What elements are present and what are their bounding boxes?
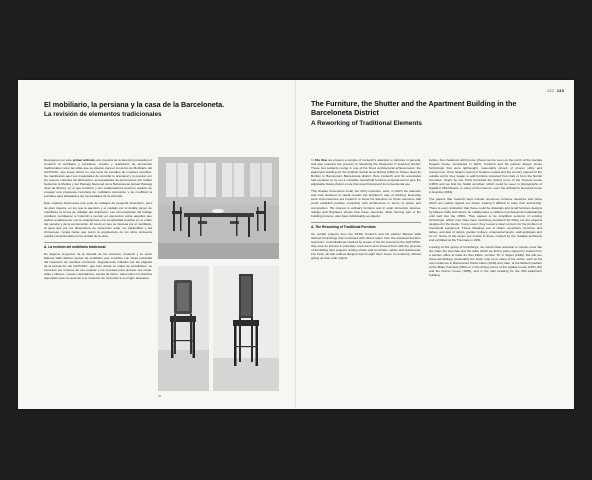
left-page-title: El mobiliario, la persiana y la casa de la Barceloneta. [44, 100, 225, 109]
chair-photo [158, 266, 209, 391]
left-page-subtitle: La revisión de elementos tradicionales [44, 111, 162, 118]
left-intro-paragraph [44, 158, 152, 198]
right-paragraph-2: This chapter documents small, but richly inventive, work, in which the attention and care lavished on detail reveals the architect's way of working. Everyday work circumstances led Coderch to focus his attention on those elements that could establish positive complicity with architecture in terms of space and composition. His interest in ordinary furniture and in solar protection devices, railings and fireplaces shows how these elements, while forming part of the building process, also have individuality as objects. [311, 189, 421, 218]
figure-marker: 52 [158, 394, 162, 398]
right-intro-lead: In [311, 158, 314, 162]
left-intro-lead: Recogemos en este [44, 158, 72, 162]
left-text-column [44, 158, 152, 403]
left-intro-bold: primer artículo [72, 158, 95, 162]
right-paragraph-3: On certain projects from the 1940s Coderch and his partner Manuel Valls defined furnishings that combined with others taken from the standard furniture repertoire. In all likelihood inspired by issues of the AC journal by the GATCPAC, they took an interest in popularly used items and rescued them with the purpose of furnishing their projects: folding chairs and armchairs, tables and sideboards, iron beds, all with refined designs that brought them closer to modernity without giving up their craft origins. [311, 231, 421, 260]
interior-dining-photo [158, 157, 279, 259]
page-gutter [295, 80, 296, 409]
left-section-heading: A. La revisión del mobiliario tradicional [44, 242, 152, 249]
right-intro-text: we present a sample of Coderch's attention to furniture in general, and also examine the process of reworking the Mogrevan in louvered shutter. These two subjects merge in one of his finest architectural achievements: the apartment building for the Instituto Social de la Marina (ISM) on Paseo Juan de Borbón in Barcelona's Barceloneta district. Here Coderch and his associates had occasion to try out a complete household furniture proposal and to give the adjustable blade shutter a role that would transcend its conventional use. [311, 158, 421, 187]
left-page-number: 132 [546, 88, 555, 93]
right-intro-paragraph [311, 158, 421, 186]
right-page-number: 133 [556, 88, 564, 93]
right-col2-paragraph-1: incline, then balanced with bronze (these can be seen on the porch of the Garriga Nogués house, completed in 1947). Coderch and his partner always chose furnishings that were lightweight, reasonably priced, of proven utility and anonymous. Once Spain's period of isolation ended and the country opened to the outside world, they began to add furniture imported from Italy or from the Nordic countries: chairs by Gio Ponti furnished the dining room of the Torrens house (1953) and we find the Safari armchair, which could be seen in photographs of Ugalde's Villa Manolo, in many of his interiors, even the architect's ancestral home in Espolla (1964). [429, 158, 542, 195]
right-col2-paragraph-2: The papers that Coderch kept include numerous furniture sketches and plans which are neither signed nor dated, making it difficult to trace their authorship. There is every indication that these could be drawings and small furniture designs by Manuel Valls with whom he collaborated on different professional undertakings until well into the 1950s. They appear to be simplified versions of existing furnishings, which may have been workshop produced for fitting out the projects designed in the studio. In any event, they reveal a clear concern for the problem of household equipment. These drawings are of chairs, armchairs, benches and tables, and also of lamps, garden trolleys, ornamental lamps, wall appliqués and so on. Some of the lamps are similar to those created by the Catalan architects and exhibited at the Triennale in 1951. [429, 197, 542, 242]
right-text-column-2 [429, 158, 542, 403]
book-spread [18, 80, 574, 409]
right-text-column-1 [311, 158, 421, 403]
left-intro-text: una muestra de la atención prestada por Coderch al mobiliario y persianas, estudio y realización de elementos tradicionales como las sillas que se idearon para el concurso de Mobiliario del GATCPAC, que luego derivó en una serie de estudios de muebles sencillos. Se manifiestan aquí sus inquietudes de conciliar lo artesanal y lo popular con los nuevos métodos de fabricación, acompañadas de documentos del Institut Social de la Marina y del Passeig Nacional de la Barceloneta (actual Passeig Joan de Borbó), en el que Coderch y sus colaboradores tuvieron ocasión de ensayar una propuesta completa de mobiliario doméstico y de modificar la persiana para adaptarla a las necesidades de la vivienda. [44, 158, 152, 199]
left-paragraph-3: En algunos proyectos de la década de los cuarenta, Coderch y su socio Manuel Valls definen piezas de mobiliario que conciben con ideas extraídas del repertorio de muebles corrientes. Seguramente influidos por las páginas de la revista AC del GATCPAC, que tuvo desde su etapa de estudiantes, se interesan por enseres de uso popular y los rescatan para proveer sus obras: sillas y sillones, mesas y aparadores, camas de hierro, todos ellos con diseños depurados que los acercan a lo moderno sin renunciar a su origen artesanal. [44, 251, 152, 281]
right-section-heading: A. The Reworking of Traditional Furniture [311, 222, 421, 229]
right-page-subtitle: A Reworking of Traditional Elements [311, 120, 422, 127]
right-col2-paragraph-3: Looking at this group of furnishings, we would draw attention to certain ones like the chair, the armchair and the table which we find in plans signed by Coderch for a tourism office at Calle de San Pablo, number 15, in Sitges (1946). We will see these furnishings, particularly the chair, crop up in many of his works, such as his own residence in Barcelona's Plaza Calvo (1949) and, later, at the Belloch pavilion at the Milan Triennial (1951) or in the dining rooms of the Ugalde house (1951–52) and the Dorrec house (1955), and in the plan heading for the ISM apartment building. [429, 244, 542, 278]
right-page-title: The Furniture, the Shutter and the Apartment Building in the Barceloneta District [311, 99, 517, 117]
right-intro-bold: File One [314, 158, 328, 162]
page-numbers [547, 88, 564, 93]
tall-chair-photo [213, 266, 279, 391]
left-paragraph-2: Este capítulo documenta una serie de trabajos de pequeña dimensión, pero de gran riqueza, en los que la atención y el cuidado por el detalle ponen de manifiesto la forma de trabajar del arquitecto. Las circunstancias del trabajo cotidiano condujeron a Coderch a pensar en elementos sobre aquellos que podían establecerse con la arquitectura una complicidad positiva en el orden del espacio y de la composición. El modo en que se interesa por el mobiliario, al igual que por los dispositivos de protección solar, los barandillas y las chimeneas, revela hasta qué punto la arquitectura de los años cincuenta estaba comprometida con la unidad de la obra. [44, 201, 152, 238]
